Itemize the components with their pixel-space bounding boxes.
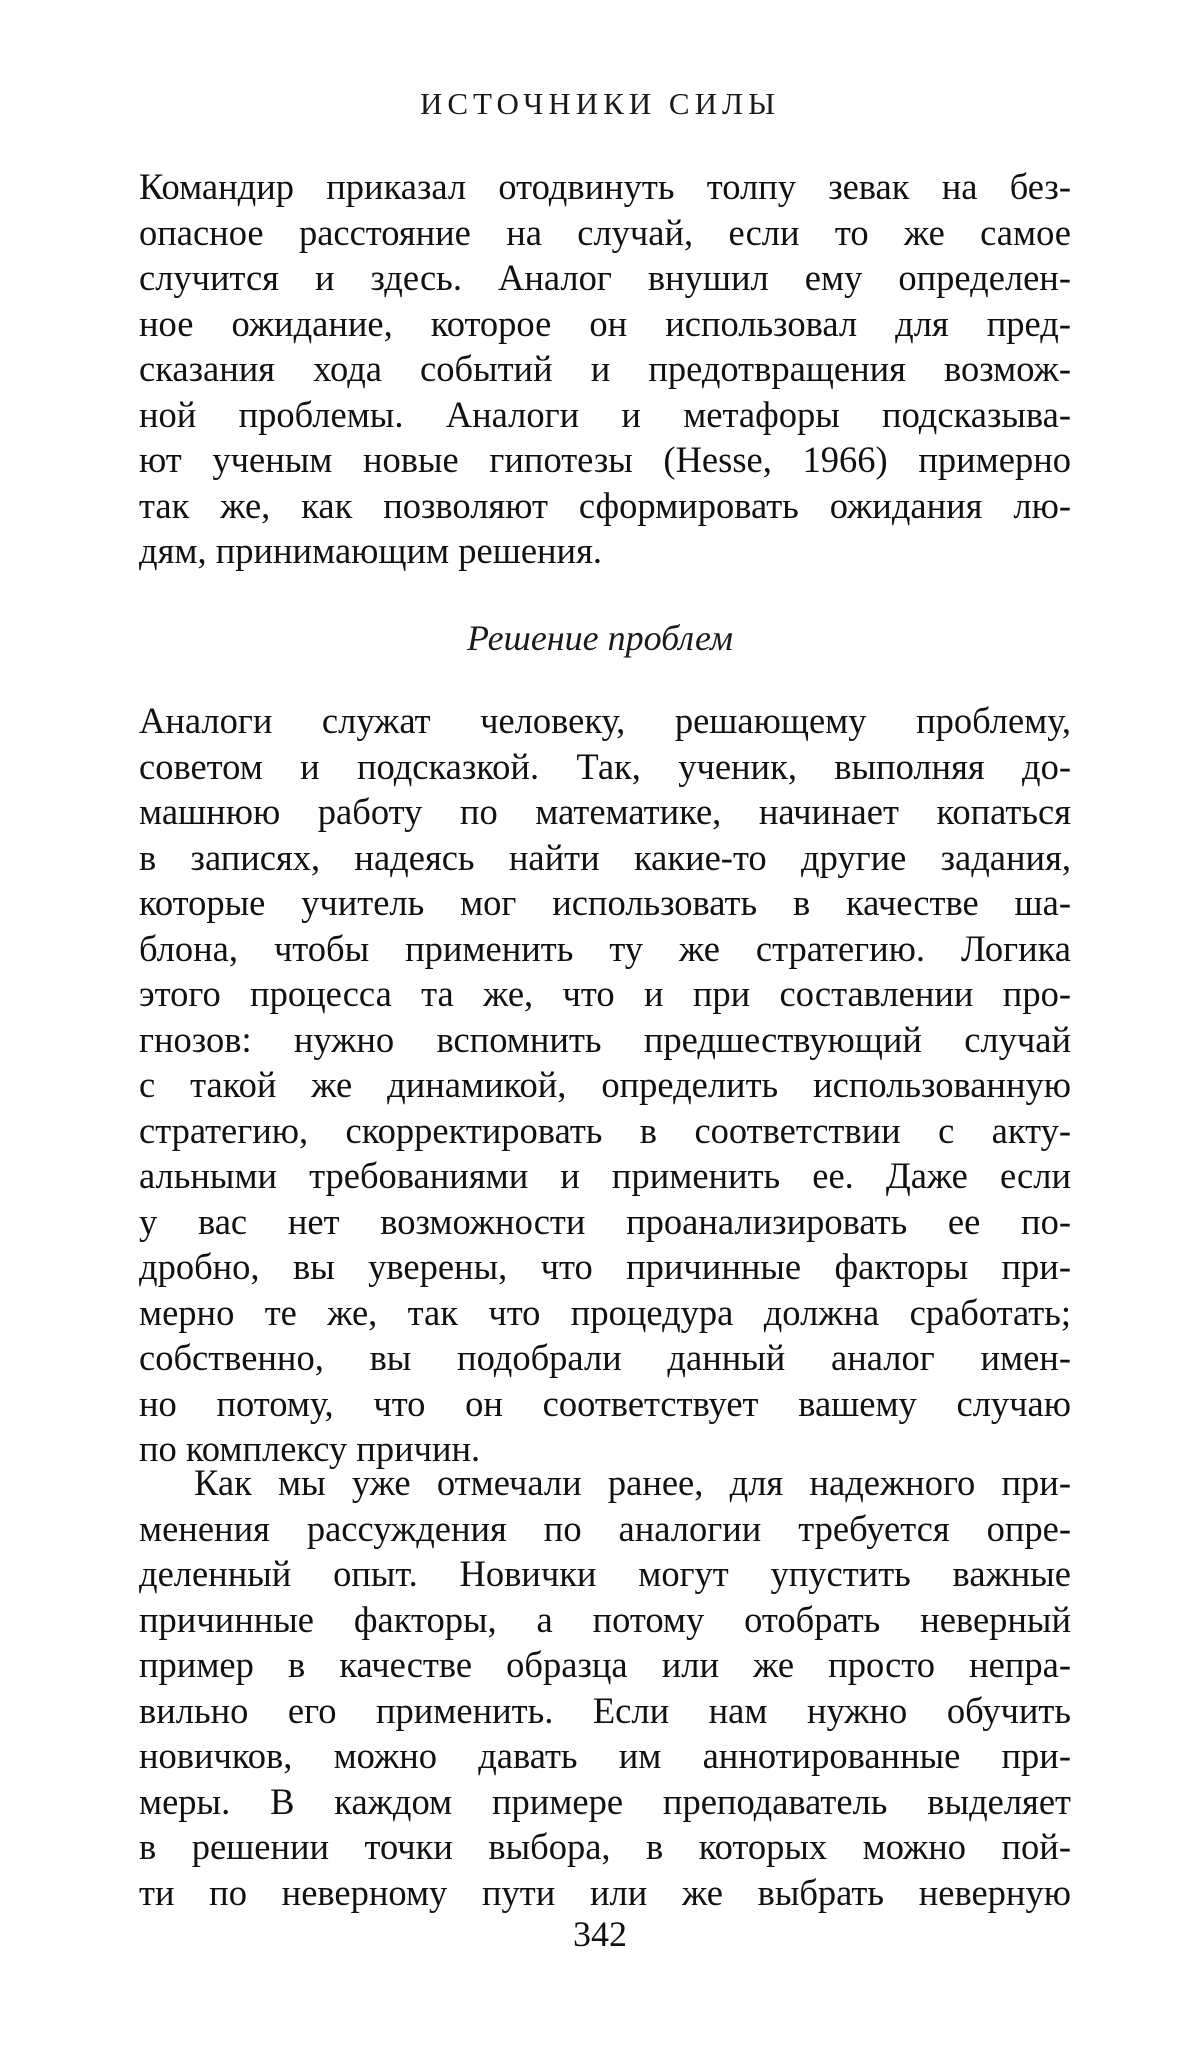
paragraph-1 bbox=[139, 164, 1071, 574]
text-line: случится и здесь. Аналог внушил ему определен- bbox=[139, 257, 1071, 298]
page-number: 342 bbox=[573, 1914, 627, 1954]
text-line: вильно его применить. Если нам нужно обучить bbox=[139, 1689, 1071, 1731]
text-line: сказания хода событий и предотвращения возмож- bbox=[139, 348, 1071, 389]
text-line: причинные факторы, а потому отобрать неверный bbox=[139, 1598, 1071, 1640]
text-line: мерно те же, так что процедура должна сработать; bbox=[139, 1291, 1071, 1333]
text-line: дробно, вы уверены, что причинные факторы при- bbox=[139, 1246, 1071, 1287]
text-line: альными требованиями и применить ее. Даже если bbox=[139, 1155, 1071, 1196]
section-heading: Решение проблем bbox=[466, 618, 734, 658]
text-line: но потому, что он соответствует вашему случаю bbox=[139, 1382, 1071, 1424]
text-line: в записях, надеясь найти какие-то другие задания, bbox=[139, 836, 1071, 878]
text-line: ют ученым новые гипотезы (Hesse, 1966) примерно bbox=[139, 439, 1071, 480]
text-line: так же, как позволяют сформировать ожидания лю- bbox=[139, 484, 1071, 526]
running-head: ИСТОЧНИКИ СИЛЫ bbox=[419, 86, 781, 121]
text-line: советом и подсказкой. Так, ученик, выполняя до- bbox=[139, 745, 1071, 787]
text-line: блона, чтобы применить ту же стратегию. Логика bbox=[139, 927, 1071, 969]
text-line: менения рассуждения по аналогии требуется опре- bbox=[139, 1507, 1071, 1549]
text-line: опасное расстояние на случай, если то же самое bbox=[139, 211, 1071, 253]
paragraph-3 bbox=[139, 1460, 1071, 1915]
text-line: ти по неверному пути или же выбрать неверную bbox=[139, 1871, 1071, 1913]
text-line: пример в качестве образца или же просто непра- bbox=[139, 1644, 1071, 1685]
text-line: меры. В каждом примере преподаватель выделяет bbox=[139, 1780, 1071, 1822]
text-line: которые учитель мог использовать в качестве ша- bbox=[139, 882, 1071, 923]
text-line: Командир приказал отодвинуть толпу зевак на без- bbox=[139, 166, 1071, 207]
text-line: ное ожидание, которое он использовал для пред- bbox=[139, 302, 1071, 344]
text-line: машнюю работу по математике, начинает копаться bbox=[139, 791, 1071, 832]
text-line: в решении точки выбора, в которых можно пой- bbox=[139, 1826, 1071, 1867]
text-line: Как мы уже отмечали ранее, для надежного при- bbox=[194, 1462, 1071, 1503]
text-line: стратегию, скорректировать в соответствии с акту- bbox=[139, 1109, 1071, 1151]
text-line: с такой же динамикой, определить использованную bbox=[139, 1064, 1071, 1105]
text-line: дям, принимающим решения. bbox=[139, 530, 603, 571]
text-line: гнозов: нужно вспомнить предшествующий случай bbox=[139, 1018, 1071, 1060]
paragraph-2 bbox=[139, 698, 1071, 1472]
text-line: по комплексу причин. bbox=[139, 1428, 481, 1469]
text-line: у вас нет возможности проанализировать ее по- bbox=[139, 1200, 1071, 1242]
text-line: ной проблемы. Аналоги и метафоры подсказыва- bbox=[139, 393, 1071, 435]
text-line: новичков, можно давать им аннотированные при- bbox=[139, 1735, 1071, 1776]
text-line: Аналоги служат человеку, решающему проблему, bbox=[139, 700, 1071, 741]
text-line: этого процесса та же, что и при составлении про- bbox=[139, 973, 1071, 1014]
text-line: собственно, вы подобрали данный аналог имен- bbox=[139, 1337, 1071, 1378]
text-line: деленный опыт. Новички могут упустить важные bbox=[139, 1553, 1071, 1594]
